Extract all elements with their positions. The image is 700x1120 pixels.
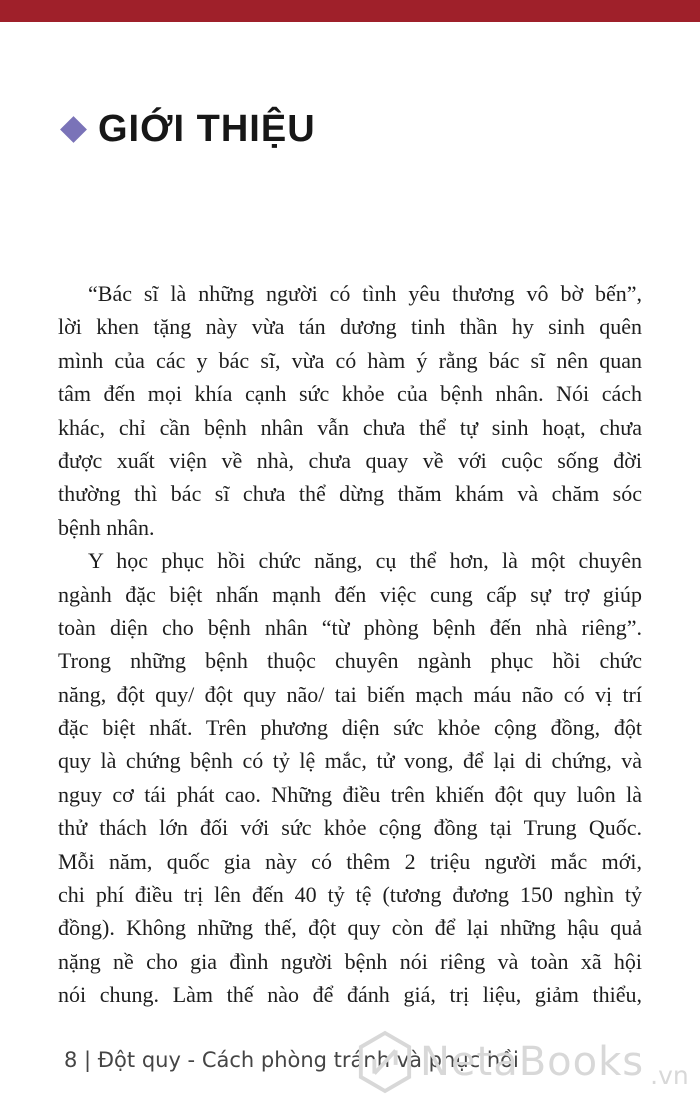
watermark-tld: .vn	[650, 1061, 689, 1090]
paragraph-1	[58, 277, 642, 544]
text-line: nặng nề cho gia đình người bệnh nói riêng và toàn xã hội	[58, 948, 642, 974]
text-line: Mỗi năm, quốc gia này có thêm 2 triệu người mắc mới,	[58, 848, 642, 874]
text-line: Trong những bệnh thuộc chuyên ngành phục hồi chức	[58, 648, 642, 674]
body-text	[58, 277, 642, 1012]
diamond-bullet-icon	[60, 116, 87, 143]
text-line: tâm đến mọi khía cạnh sức khỏe của bệnh nhân. Nói cách	[58, 381, 642, 407]
section-heading	[62, 108, 316, 151]
text-line: mình của các y bác sĩ, vừa có hàm ý rằng bác sĩ nên quan	[58, 347, 642, 373]
section-title: GIỚI THIỆU	[98, 108, 316, 150]
footer-page-info: 8 | Đột quy - Cách phòng tránh và phục hồi	[64, 1048, 519, 1072]
text-line: “Bác sĩ là những người có tình yêu thương vô bờ bến”,	[88, 281, 642, 306]
watermark-brand: NetaBooks	[420, 1039, 645, 1085]
text-line: nói chung. Làm thế nào để đánh giá, trị liệu, giảm thiểu,	[58, 982, 642, 1008]
text-line: ngành đặc biệt nhấn mạnh đến việc cung cấp sự trợ giúp	[58, 581, 642, 607]
text-line: đồng). Không những thế, đột quy còn để lại những hậu quả	[58, 915, 642, 941]
text-line: nguy cơ tái phát cao. Những điều trên khiến đột quy luôn là	[58, 781, 642, 807]
text-line: lời khen tặng này vừa tán dương tinh thần hy sinh quên	[58, 314, 642, 340]
paragraph-2	[58, 544, 642, 1011]
top-banner	[0, 0, 700, 22]
text-line: thường thì bác sĩ chưa thể dừng thăm khám và chăm sóc	[58, 481, 642, 507]
text-line: năng, đột quy/ đột quy não/ tai biến mạch máu não có vị trí	[58, 681, 642, 707]
text-line: Y học phục hồi chức năng, cụ thể hơn, là một chuyên	[88, 548, 642, 574]
text-line: quy là chứng bệnh có tỷ lệ mắc, tử vong, để lại di chứng, và	[58, 748, 642, 774]
text-line: toàn diện cho bệnh nhân “từ phòng bệnh đến nhà riêng”.	[58, 614, 642, 640]
text-line: chi phí điều trị lên đến 40 tỷ tệ (tương đương 150 nghìn tỷ	[58, 882, 642, 908]
text-line: thử thách lớn đối với sức khỏe cộng đồng tại Trung Quốc.	[58, 815, 642, 841]
text-line: khác, chỉ cần bệnh nhân vẫn chưa thể tự sinh hoạt, chưa	[58, 414, 642, 440]
text-line: được xuất viện về nhà, chưa quay về với cuộc sống đời	[58, 447, 642, 473]
text-line: đặc biệt nhất. Trên phương diện sức khỏe cộng đồng, đột	[58, 715, 642, 741]
text-line: bệnh nhân.	[58, 514, 155, 540]
